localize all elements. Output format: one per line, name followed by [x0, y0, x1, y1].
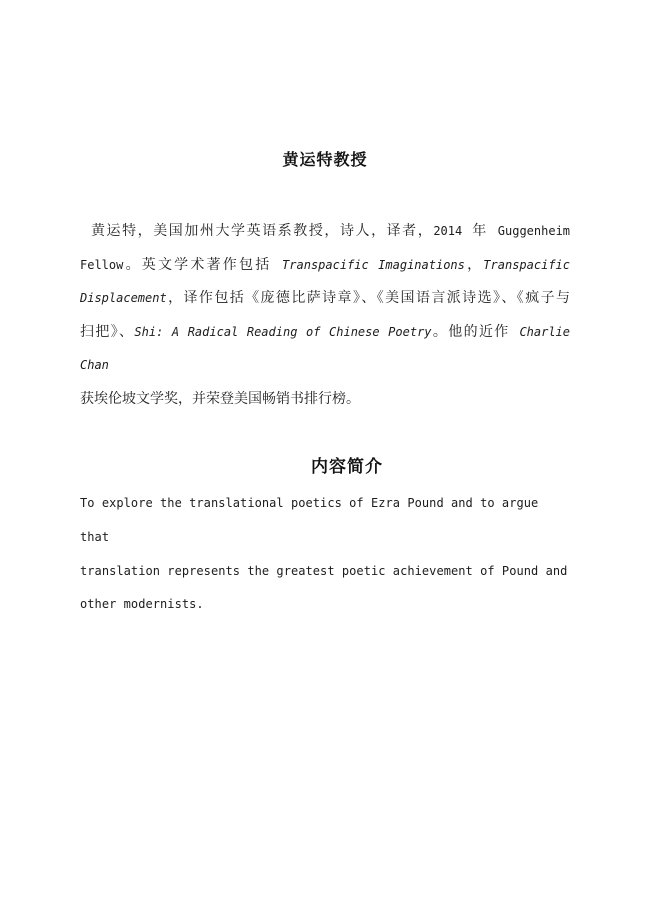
bio-text-segment: Guggenheim — [497, 224, 571, 238]
intro-line-3: other modernists. — [80, 597, 204, 612]
intro-paragraph — [80, 487, 574, 622]
bio-line-2 — [80, 249, 570, 283]
intro-line-1: To explore the translational poetics of Ezra Pound and to argue that — [80, 496, 546, 544]
bio-text-segment: 年 — [462, 223, 498, 239]
bio-line-5 — [80, 383, 570, 417]
author-section-title: 黄运特教授 — [282, 150, 368, 169]
bio-book-title: Transpacific Imaginations — [282, 257, 465, 272]
bio-text-segment: 扫把》、 — [80, 323, 135, 340]
bio-text-segment: Fellow — [80, 257, 124, 272]
intro-line-2: translation represents the greatest poetic achievement of Pound and — [80, 563, 568, 578]
intro-section-title: 内容简介 — [311, 457, 383, 477]
bio-book-title: Shi: A Radical Reading of Chinese Poetry — [134, 324, 432, 339]
bio-text-segment: 。英文学术著作包括 — [123, 256, 283, 273]
bio-text-segment: ，译作包括《庞德比萨诗章》、《美国语言派诗选》、《疯子与 — [166, 290, 570, 307]
bio-text-segment: 黄运特，美国加州大学英语系教授，诗人，译者， — [91, 223, 434, 239]
bio-text-segment: 获埃伦坡文学奖，并荣登美国畅销书排行榜。 — [80, 390, 360, 407]
bio-book-title: Charlie Chan — [80, 324, 578, 373]
bio-text-segment: 。他的近作 — [431, 323, 520, 340]
bio-line-1 — [80, 215, 570, 249]
bio-text-segment: 2014 — [433, 224, 463, 238]
bio-book-title: Transpacific — [483, 257, 570, 272]
bio-line-3 — [80, 282, 570, 316]
bio-text-segment: ， — [464, 256, 484, 273]
bio-line-4 — [80, 316, 578, 383]
author-bio-paragraph — [80, 215, 578, 417]
bio-book-title: Displacement — [80, 291, 167, 306]
